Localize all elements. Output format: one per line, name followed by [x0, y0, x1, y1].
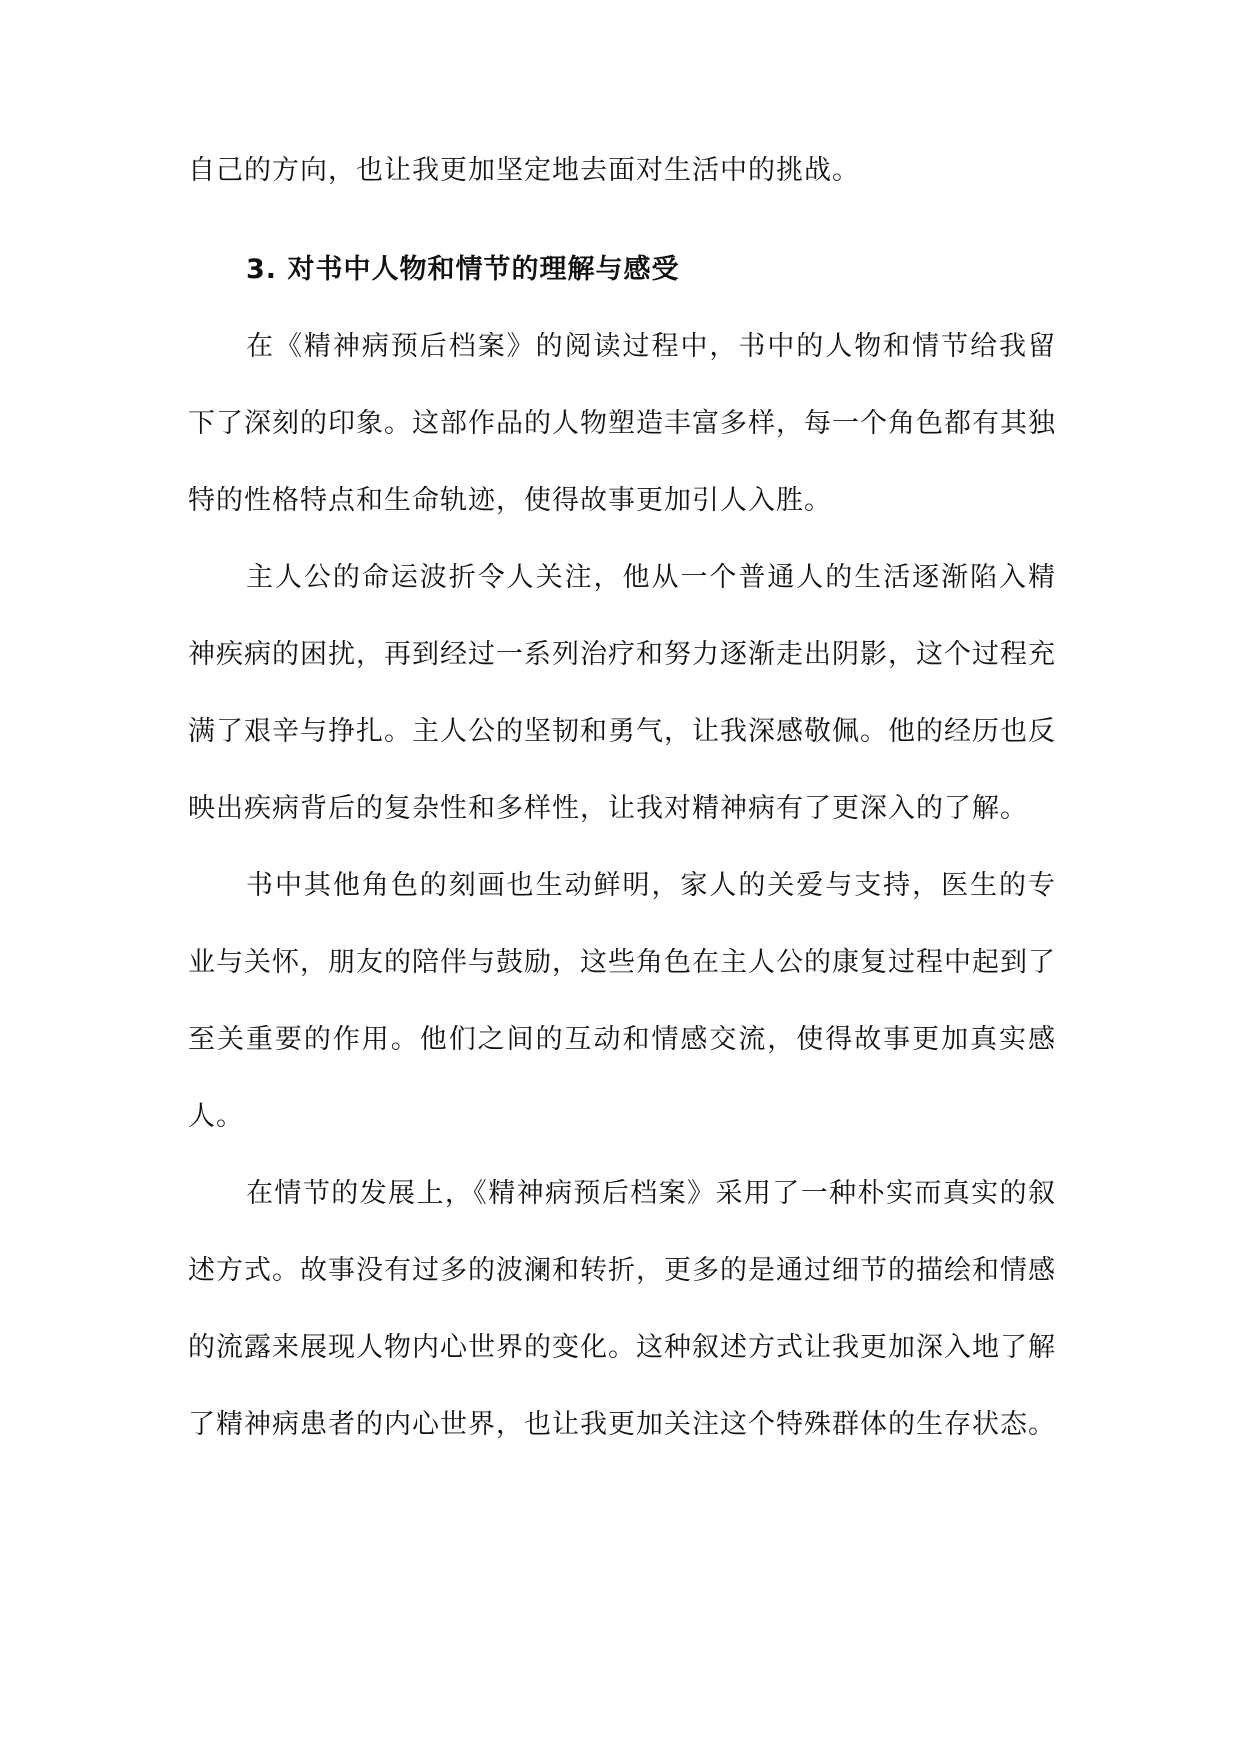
- body-paragraph: 在情节的发展上，《精神病预后档案》采用了一种朴实而真实的叙述方式。故事没有过多的波澜和转折，更多的是通过细节的描绘和情感的流露来展现人物内心世界的变化。这种叙述方式让我更加深入地了解了精神病患者的内心世界，也让我更加关注这个特殊群体的生存状态。: [188, 1178, 1056, 1440]
- document-body: [188, 132, 1056, 1463]
- body-paragraph: 书中其他角色的刻画也生动鲜明，家人的关爱与支持，医生的专业与关怀，朋友的陪伴与鼓励，这些角色在主人公的康复过程中起到了至关重要的作用。他们之间的互动和情感交流，使得故事更加真实感人。: [188, 870, 1056, 1132]
- section-heading: 3. 对书中人物和情节的理解与感受: [246, 254, 680, 285]
- body-paragraph: 主人公的命运波折令人关注，他从一个普通人的生活逐渐陷入精神疾病的困扰，再到经过一系列治疗和努力逐渐走出阴影，这个过程充满了艰辛与挣扎。主人公的坚韧和勇气，让我深感敬佩。他的经历也反映出疾病背后的复杂性和多样性，让我对精神病有了更深入的了解。: [188, 562, 1056, 824]
- body-paragraph: 在《精神病预后档案》的阅读过程中，书中的人物和情节给我留下了深刻的印象。这部作品的人物塑造丰富多样，每一个角色都有其独特的性格特点和生命轨迹，使得故事更加引人入胜。: [188, 331, 1056, 516]
- continued-paragraph: 自己的方向，也让我更加坚定地去面对生活中的挑战。: [188, 155, 860, 186]
